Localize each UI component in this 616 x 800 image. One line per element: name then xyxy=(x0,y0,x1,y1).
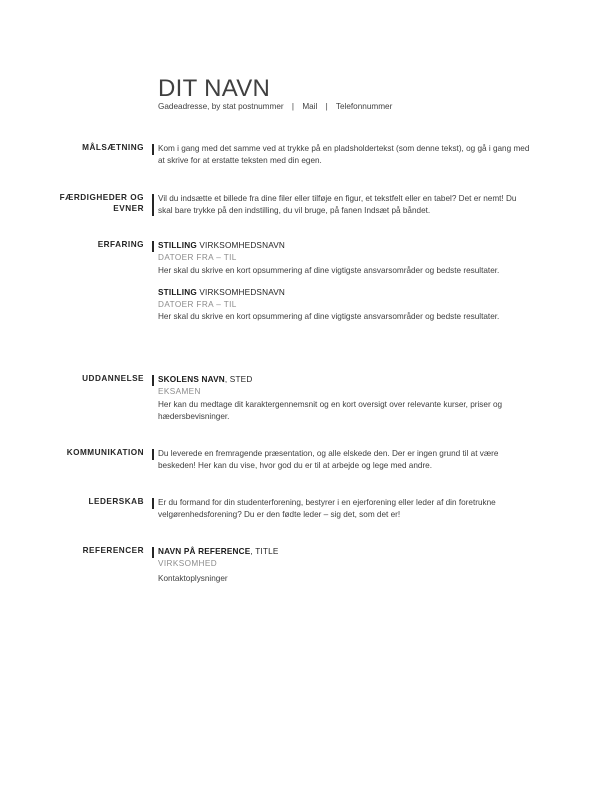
section-label-skills: FÆRDIGHEDER OG EVNER xyxy=(59,193,144,213)
section-content-leadership xyxy=(158,497,530,522)
section-content-skills xyxy=(158,193,530,218)
section-label-objective: MÅLSÆTNING xyxy=(82,143,144,152)
contact-line xyxy=(158,102,392,111)
experience-title: STILLING xyxy=(158,241,197,250)
experience-dates: DATOER FRA – TIL xyxy=(158,253,237,263)
reference-company: VIRKSOMHED xyxy=(158,559,218,569)
section-divider xyxy=(152,498,154,509)
education-school: SKOLENS NAVN xyxy=(158,375,225,384)
education-place: , STED xyxy=(224,375,253,384)
experience-dates: DATOER FRA – TIL xyxy=(158,300,237,310)
experience-entry xyxy=(158,287,530,324)
experience-entry xyxy=(158,240,530,277)
section-divider xyxy=(152,547,154,558)
reference-contact: Kontaktoplysninger xyxy=(158,573,228,583)
section-divider xyxy=(152,194,154,216)
leadership-text: Er du formand for din studenterforening, bestyrer i en ejerforening eller leder af din foretrukne velgørenhedsforening? Du er den fødte leder – sig det, som det er! xyxy=(158,498,496,520)
contact-mail: Mail xyxy=(302,102,318,111)
section-content-references xyxy=(158,546,530,585)
section-divider xyxy=(152,449,154,460)
contact-address: Gadeadresse, by stat postnummer xyxy=(158,102,284,111)
contact-separator: | xyxy=(325,102,328,111)
section-label-references: REFERENCER xyxy=(82,546,144,555)
reference-heading xyxy=(158,546,530,558)
section-label-education: UDDANNELSE xyxy=(82,374,144,383)
reference-title: , TITLE xyxy=(250,547,279,556)
education-degree: EKSAMEN xyxy=(158,387,201,397)
section-content-education xyxy=(158,374,530,423)
section-divider xyxy=(152,375,154,386)
reference-name: NAVN PÅ REFERENCE xyxy=(158,547,251,556)
experience-title: STILLING xyxy=(158,287,197,297)
section-divider xyxy=(152,241,154,252)
experience-company: VIRKSOMHEDSNAVN xyxy=(196,241,286,250)
education-description: Her kan du medtage dit karaktergennemsnit og en kort oversigt over relevante kurser, priser og hædersbevisninger. xyxy=(158,399,503,421)
experience-company: VIRKSOMHEDSNAVN xyxy=(196,287,286,297)
communication-text: Du leverede en fremragende præsentation, og alle elskede den. Der er ingen grund til at være beskeden! Her kan du vise, hvor god du er til at arbejde og lege med andre. xyxy=(158,449,499,471)
section-content-objective xyxy=(158,143,530,168)
section-content-experience xyxy=(158,240,530,324)
resume-name: DIT NAVN xyxy=(158,75,271,102)
contact-phone: Telefonnummer xyxy=(335,102,393,111)
contact-separator: | xyxy=(291,102,295,111)
section-content-communication xyxy=(158,448,530,473)
section-label-leadership: LEDERSKAB xyxy=(88,497,144,506)
experience-heading xyxy=(158,240,530,252)
objective-text: Kom i gang med det samme ved at trykke på en pladsholdertekst (som denne tekst), og gå i gang med at skrive for at erstatte teksten med din egen. xyxy=(158,144,530,166)
skills-text: Vil du indsætte et billede fra dine filer eller tilføje en figur, et tekstfelt eller en tabel? Det er nemt! Du skal bare trykke på den indstilling, du vil bruge, på fanen Indsæt på båndet. xyxy=(158,194,517,216)
experience-description: Her skal du skrive en kort opsummering af dine vigtigste ansvarsområder og bedste resultater. xyxy=(158,312,500,322)
section-divider xyxy=(152,144,154,155)
experience-description: Her skal du skrive en kort opsummering af dine vigtigste ansvarsområder og bedste resultater. xyxy=(158,265,500,275)
section-label-communication: KOMMUNIKATION xyxy=(66,448,144,457)
experience-heading xyxy=(158,287,530,299)
education-heading xyxy=(158,374,530,386)
section-label-experience: ERFARING xyxy=(97,240,144,249)
